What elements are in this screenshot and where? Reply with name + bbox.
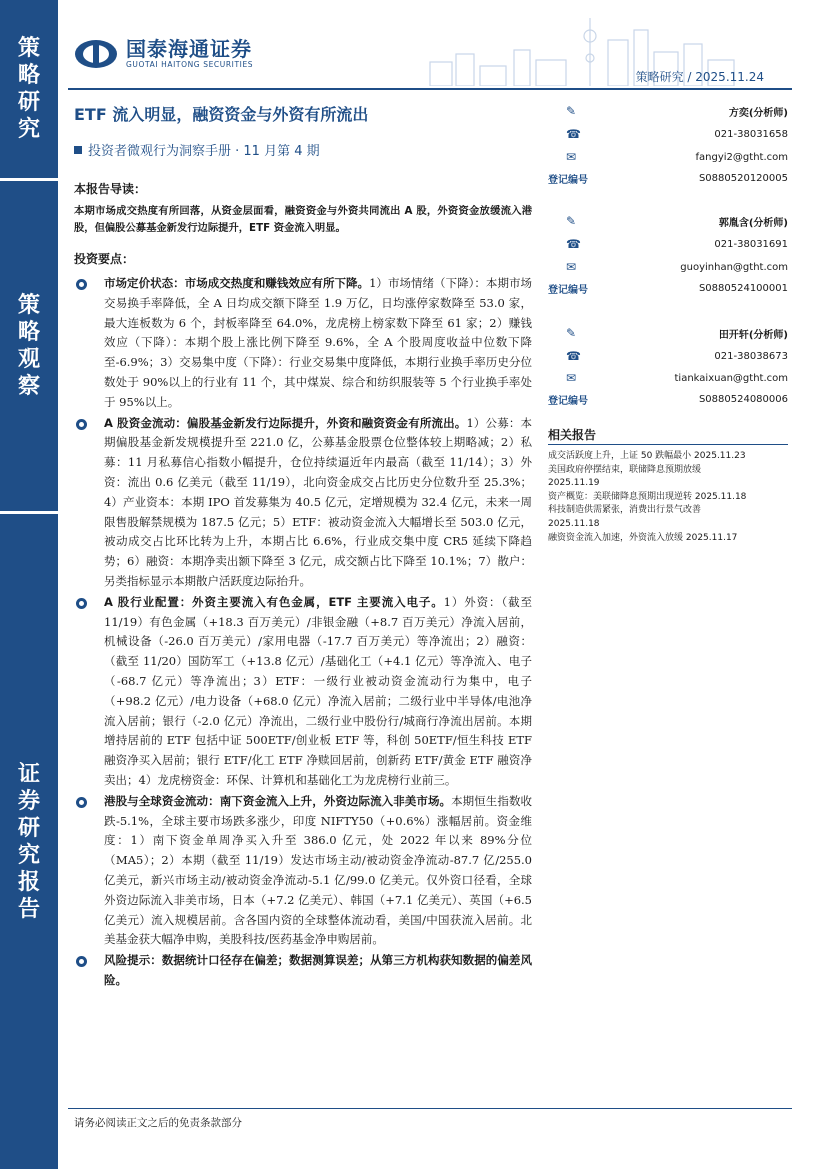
- analyst-card: [548, 98, 788, 202]
- circle-bullet-icon: [76, 598, 87, 609]
- analyst-email[interactable]: tiankaixuan@gtht.com: [674, 372, 788, 384]
- sidebar-char: 报: [17, 869, 40, 895]
- analyst-email[interactable]: fangyi2@gtht.com: [695, 151, 788, 163]
- registration-number: S0880524080006: [698, 393, 788, 405]
- related-reports-list: [548, 450, 788, 545]
- analyst-phone: 021-38031658: [714, 128, 788, 140]
- sidebar-char: 证: [17, 761, 40, 787]
- key-point: [74, 274, 532, 413]
- analyst-name: 郭胤含(分析师): [718, 217, 788, 229]
- key-points-list: [74, 274, 532, 992]
- mail-icon: ✉: [566, 371, 577, 385]
- guide-title: 本报告导读：: [74, 182, 147, 196]
- report-subtitle-text: 投资者微观行为洞察手册 · 11 月第 4 期: [88, 144, 320, 159]
- circle-bullet-icon: [76, 419, 87, 430]
- sidebar-char: 研: [17, 90, 40, 115]
- analyst-phone: 021-38038673: [714, 350, 788, 362]
- sidebar-char: 察: [17, 374, 40, 399]
- sidebar-char: 告: [17, 896, 40, 922]
- report-subtitle: [74, 140, 320, 159]
- sidebar-char: 策: [17, 36, 40, 61]
- footer-disclaimer: 请务必阅读正文之后的免责条款部分: [74, 1117, 242, 1129]
- key-point: [74, 593, 532, 791]
- related-report-item[interactable]: 科技制造供需紧张，消费出行景气改善: [548, 505, 702, 516]
- analyst-name: 田开轩(分析师): [718, 329, 788, 341]
- mail-icon: ✉: [566, 260, 577, 274]
- related-report-item[interactable]: 2025.11.19: [548, 478, 600, 489]
- key-point-heading: 风险提示：数据统计口径存在偏差；数据测算误差；从第三方机构获知数据的偏差风险。: [104, 953, 532, 987]
- header-divider: [68, 88, 792, 90]
- circle-bullet-icon: [76, 279, 87, 290]
- phone-icon: ☎: [566, 127, 581, 141]
- circle-bullet-icon: [76, 956, 87, 967]
- sidebar-char: 观: [17, 347, 40, 372]
- key-point: [74, 951, 532, 991]
- sidebar-strategy-observation: [0, 181, 58, 511]
- registration-label: 登记编号: [548, 395, 588, 407]
- related-report-item[interactable]: 成交活跃度上升，上证 50 跌幅最小 2025.11.23: [548, 451, 746, 461]
- key-points-title: 投资要点：: [74, 252, 135, 266]
- logo-chinese-name: 国泰海通证券: [126, 37, 252, 61]
- analyst-phone: 021-38031691: [714, 238, 788, 250]
- sidebar-char: 略: [17, 320, 40, 345]
- analyst-card: [548, 306, 788, 410]
- key-point-heading: A 股资金流动：偏股基金新发行边际提升，外资和融资资金有所流出。: [104, 415, 467, 430]
- related-reports-title: 相关报告: [548, 428, 597, 442]
- related-reports-divider: [548, 444, 788, 445]
- related-report-item[interactable]: 融资资金流入加速，外资流入放缓 2025.11.17: [548, 532, 738, 543]
- analyst-card: [548, 202, 788, 306]
- left-sidebar: [0, 0, 58, 1169]
- sidebar-strategy-research: [0, 0, 58, 178]
- footer-divider: [68, 1108, 792, 1109]
- registration-number: S0880520120005: [698, 172, 788, 184]
- key-point-heading: 港股与全球资金流动：南下资金流入上升，外资边际流入非美市场。: [104, 793, 452, 808]
- key-point-body: 1）外资：（截至 11/19）有色金属（+18.3 百万美元）/非银金融（+8.7 百万美元）净流入居前，机械设备（-26.0 百万美元）/家用电器（-17.7 百万美元）等净流出；2）融资：（截至 11/20）国防军工（+13.8 亿元）/基础化工（+4.1 亿元）等净流入、电子（-68.7 亿元）等净流出；3）ETF：一级行业被动资金流动行为集中，电子（+98.2 亿元）/电力设备（+68.0 亿元）净流入居前；二级行业中半导体/电池净流入居前；银行（-2.0 亿元）净流出，二级行业中股份行/城商行净流出居前。本期增持居前的 ETF 包括中证 500ETF/创业板 ETF 等，科创 50ETF/恒生科技 ETF 融资净买入居前；银行 ETF/化工 ETF 净赎回居前，创新药 ETF/黄金 ETF 融资净卖出；4）龙虎榜资金：环保、计算机和基础化工为龙虎榜行业前三。: [104, 594, 532, 787]
- logo-english-name: GUOTAI HAITONG SECURITIES: [126, 60, 254, 69]
- report-category-date: 策略研究 / 2025.11.24: [635, 70, 764, 84]
- key-point: [74, 414, 532, 592]
- related-report-item[interactable]: 美国政府停摆结束，联储降息预期放缓: [548, 464, 702, 475]
- pen-icon: ✎: [566, 326, 577, 340]
- registration-label: 登记编号: [548, 174, 588, 186]
- square-bullet-icon: [74, 146, 82, 154]
- pen-icon: ✎: [566, 104, 577, 118]
- phone-icon: ☎: [566, 349, 581, 363]
- analyst-name: 方奕(分析师): [728, 107, 788, 119]
- key-point-body: 本期恒生指数收跌-5.1%，全球主要市场跌多涨少，印度 NIFTY50（+0.6%）涨幅居前。资金维度：1）南下资金单周净买入升至 386.0 亿元，处 2022 年以来 89%分位（MA5）；2）本期（截至 11/19）发达市场主动/被动资金净流动-87.7 亿/255.0 亿美元，新兴市场主动/被动资金净流动-5.1 亿/99.0 亿美元。仅外资口径看，全球外资边际流入非美市场，日本（+7.2 亿美元）、韩国（+7.1 亿美元）、英国（+6.5 亿美元）流入规模居前。含各国内资的全球整体流动看，美国/中国获流入居前。北美基金获大幅净申购，美股科技/医药基金净申购居前。: [104, 793, 533, 947]
- mail-icon: ✉: [566, 150, 577, 164]
- analyst-panel: [548, 98, 788, 410]
- related-report-item[interactable]: 资产概览：美联储降息预期出现逆转 2025.11.18: [548, 491, 747, 502]
- registration-number: S0880524100001: [698, 282, 788, 294]
- company-logo: [74, 38, 253, 70]
- key-point-body: 1）市场情绪（下降）：本期市场交易换手率降低，全 A 日均成交额下降至 1.9 万亿，日均涨停家数降至 53.0 家，最大连板数为 6 个，封板率降至 64.0%，龙虎榜上榜家数下降至 61 家；2）赚钱效应（下降）：本期个股上涨比例下降至 9.6%，全 A 个股周度收益中位数下降至-6.9%；3）交易集中度（下降）：行业交易集中度降低，本期行业换手率历史分位数处于 90%以上的行业有 11 个，其中煤炭、综合和纺织服装等 5 个行业换手率处于 95%以上。: [104, 276, 532, 409]
- sidebar-char: 券: [17, 788, 40, 814]
- circle-bullet-icon: [76, 797, 87, 808]
- analyst-email[interactable]: guoyinhan@gtht.com: [680, 261, 788, 273]
- sidebar-char: 究: [17, 842, 40, 868]
- sidebar-char: 策: [17, 293, 40, 318]
- phone-icon: ☎: [566, 237, 581, 251]
- sidebar-char: 研: [17, 815, 40, 841]
- key-point: [74, 792, 532, 950]
- key-point-body: 1）公募：本期偏股基金新发规模提升至 221.0 亿，公募基金股票仓位整体较上期略减；2）私募：11 月私募信心指数小幅提升，仓位持续逼近年内最高（截至 11/14）；3）外资：流出 0.6 亿美元（截至 11/19），北向资金成交占比历史分位数升至 25.3%；4）产业资本：本期 IPO 首发募集为 40.5 亿元，定增规模为 32.4 亿元，未来一周限售股解禁规模为 187.5 亿元；5）ETF：被动资金流入大幅增长至 503.0 亿元，被动成交占比环比转为上升，本期占比 6.6%，行业成交集中度 CR5 延续下降趋势；6）融资：本期净卖出额下降至 3 亿元，成交额占比下降至 10.1%；7）散户：另类指标显示本期散户活跃度边际抬升。: [104, 415, 532, 588]
- sidebar-char: 究: [17, 117, 40, 142]
- related-report-item[interactable]: 2025.11.18: [548, 518, 600, 529]
- guide-text: 本期市场成交热度有所回落，从资金层面看，融资资金与外资共同流出 A 股，外资资金放缓流入港股，但偏股公募基金新发行边际提升，ETF 资金流入明显。: [74, 205, 532, 234]
- registration-label: 登记编号: [548, 284, 588, 296]
- key-point-heading: A 股行业配置：外资主要流入有色金属，ETF 主要流入电子。: [104, 594, 444, 609]
- pen-icon: ✎: [566, 214, 577, 228]
- report-title: ETF 流入明显，融资资金与外资有所流出: [74, 105, 369, 124]
- sidebar-securities-report: [0, 514, 58, 1169]
- key-point-heading: 市场定价状态：市场成交热度和赚钱效应有所下降。: [104, 276, 370, 290]
- sidebar-char: 略: [17, 63, 40, 88]
- logo-mark-icon: [74, 39, 118, 69]
